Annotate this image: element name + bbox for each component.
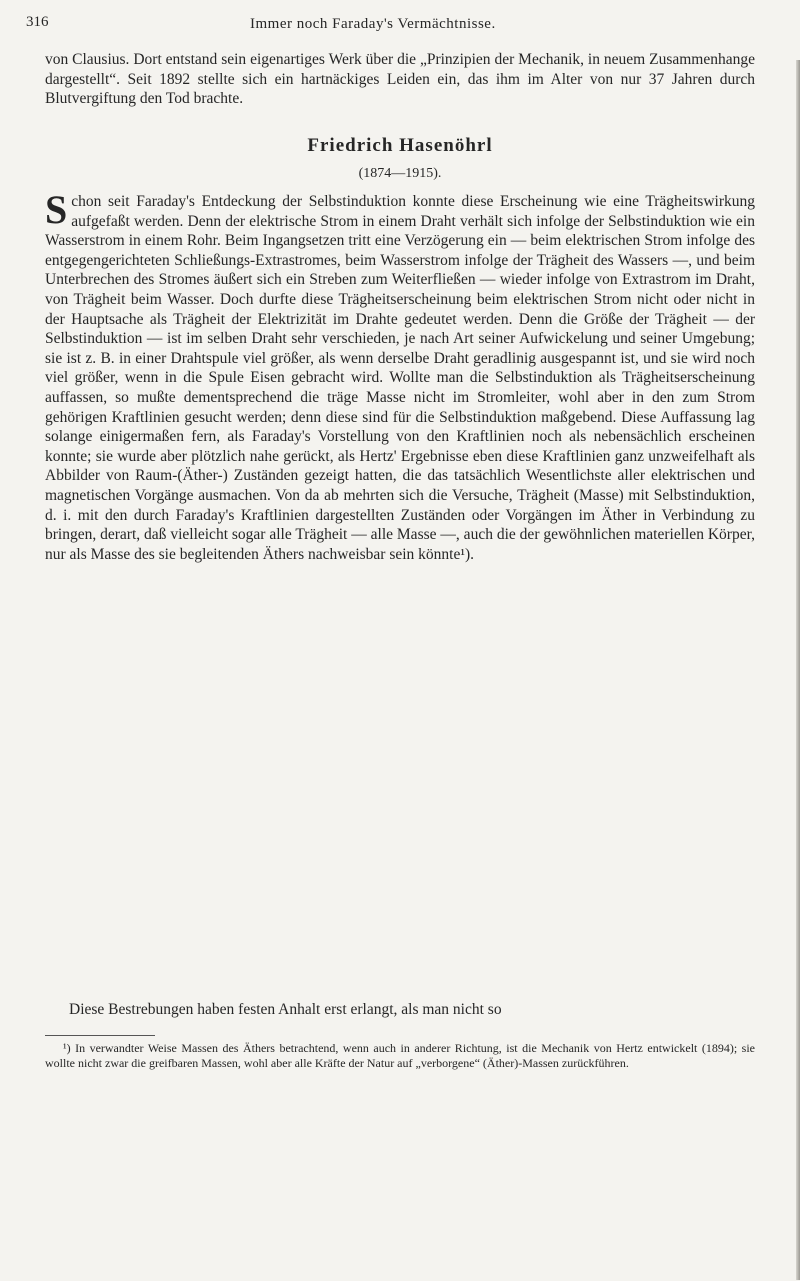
main-paragraph: Schon seit Faraday's Entdeckung der Selbstinduktion konnte diese Erscheinung wie eine Trägheitswirkung aufgefaßt werden. Denn der elektrische Strom in einem Draht verhält sich infolge der Selbstinduktion wie ein Wasserstrom in einem Rohr. Beim Ingangsetzen tritt eine Verzögerung ein — beim elektrischen Strom infolge des entgegengerichteten Schließungs-Extrastromes, beim Wasserstrom infolge der Trägheit des Wassers —, und beim Unterbrechen des Stromes äußert sich ein Streben zum Weiterfließen — wieder infolge von Extrastrom im Draht, von Trägheit beim Wasser. Doch durfte diese Trägheitserscheinung beim elektrischen Strom nicht oder nicht in der Hauptsache als Trägheit der Elektrizität im Drahte gedeutet werden. Denn die Größe der Trägheit — der Selbstinduktion — ist im selben Draht sehr verschieden, je nach Art seiner Aufwickelung und seiner Umgebung; sie ist z. B. in einer Drahtspule viel größer, als wenn derselbe Draht geradlinig ausgespannt ist, und sie wird noch viel größer, wenn in die Spule Eisen gebracht wird. Wollte man die Selbstinduktion als Trägheitserscheinung auffassen, so mußte dementsprechend die träge Masse nicht im Stromleiter, wohl aber in den zum Strom gehörigen Kraftlinien gesucht werden; denn diese sind für die Selbstinduktion maßgebend. Diese Auffassung lag solange einigermaßen fern, als Faraday's Vorstellung von den Kraftlinien noch als nebensächlich erscheinen konnte; sie wurde aber plötzlich nahe gerückt, als Hertz' Ergebnisse eben diese Kraftlinien ganz unzweifelhaft als Abbilder von Raum-(Äther-) Zuständen gezeigt hatten, die das tatsächlich Wesentlichste aller elektrischen und magnetischen Vorgänge ausmachen. Von da ab mehrten sich die Versuche, Trägheit (Masse) mit Selbstinduktion, d. i. mit den durch Faraday's Kraftlinien dargestellten Zuständen oder Vorgängen im Äther in Verbindung zu bringen, derart, daß vielleicht sogar alle Trägheit — alle Masse —, auch die der gewöhnlichen materiellen Körper, nur als Masse des sie begleitenden Äthers nachweisbar sein könnte¹). (45, 187, 755, 563)
page-edge (796, 60, 800, 1280)
page-number: 316 (26, 14, 49, 30)
intro-paragraph: von Clausius. Dort entstand sein eigenartiges Werk über die „Prinzipien der Mechanik, in neuem Zusammenhange dargestellt“. Seit 1892 stellte sich ein hartnäckiges Leiden ein, das ihm im Alter von nur 37 Jahren durch Blutvergiftung den Tod brachte. (45, 51, 755, 108)
second-paragraph: Diese Bestrebungen haben festen Anhalt erst erlangt, als man nicht so (69, 1001, 502, 1018)
running-head: Immer noch Faraday's Vermächtnisse. (250, 16, 496, 32)
footnote-rule (45, 1035, 155, 1036)
section-dates: (1874—1915). (358, 166, 442, 181)
footnote: ¹) In verwandter Weise Massen des Äthers betrachtend, wenn auch in anderer Richtung, ist die Mechanik von Hertz entwickelt (1894); sie wollte nicht zwar die greifbaren Massen, wohl aber alle Kräfte der Natur auf „verborgene“ (Äther)-Massen zurückführen. (45, 1041, 755, 1070)
section-heading: Friedrich Hasenöhrl (307, 135, 493, 156)
